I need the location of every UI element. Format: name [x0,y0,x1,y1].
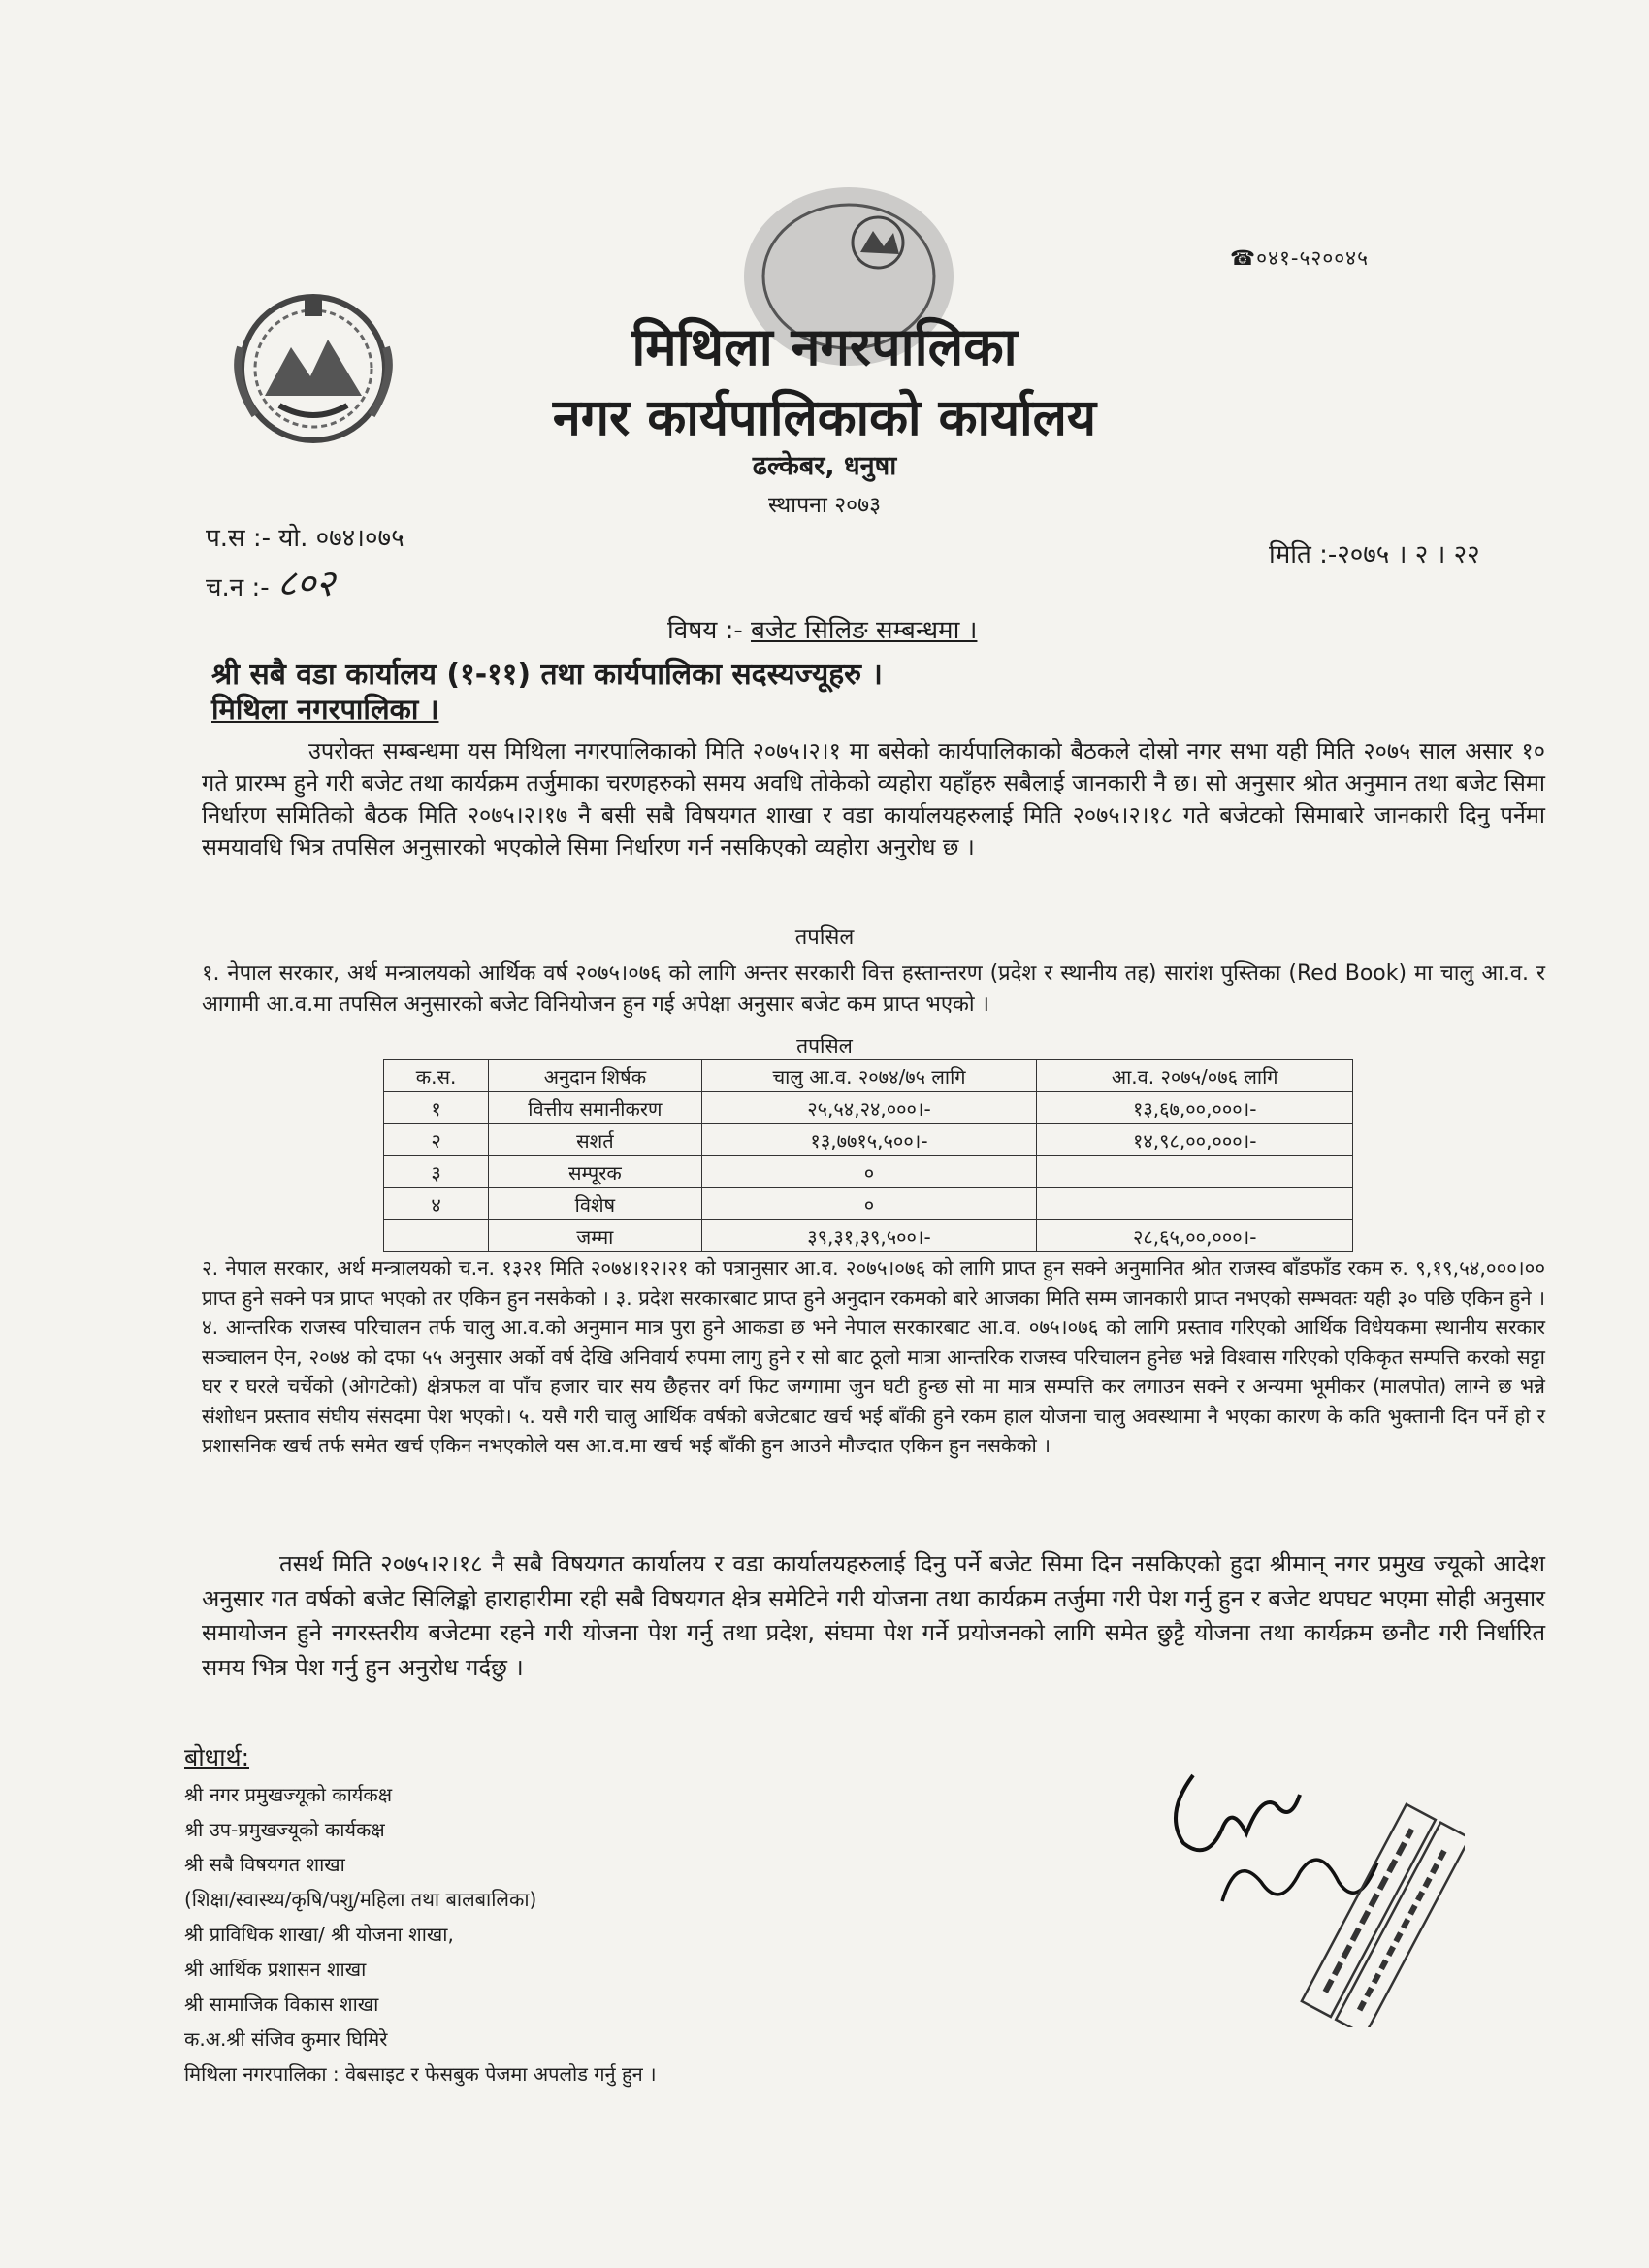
body-paragraph-1: उपरोक्त सम्बन्धमा यस मिथिला नगरपालिकाको मिति २०७५।२।१ मा बसेको कार्यपालिकाको बैठकले दोस्रो नगर सभा यही मिति २०७५ साल असार १० गते प्रारम्भ हुने गरी बजेट तथा कार्यक्रम तर्जुमाका चरणहरुको समय अवधि तोकेको व्यहोरा यहाँहरु सबैलाई जानकारी नै छ। सो अनुसार श्रोत अनुमान तथा बजेट सिमा निर्धारण समितिको बैठक मिति २०७५।२।१७ नै बसी सबै विषयगत शाखा र वडा कार्यालयहरुलाई मिति २०७५।२।१८ गते बजेटको सिमाबारे जानकारी दिनु पर्नेमा समयावधि भित्र तपसिल अनुसारको भएकोले सिमा निर्धारण गर्न नसकिएको व्यहोरा अनुरोध छ । [202,737,1545,860]
copy-to-item: श्री आर्थिक प्रशासन शाखा [184,1958,367,1981]
table-cell: वित्तीय समानीकरण [489,1092,701,1124]
dispatch-number [206,557,335,607]
table-cell [1037,1188,1353,1220]
letter-subject [667,611,977,646]
body-paragraph-4: तसर्थ मिति २०७५।२।१८ नै सबै विषयगत कार्यालय र वडा कार्यालयहरुलाई दिनु पर्ने बजेट सिमा दिन नसकिएको हुदा श्रीमान् नगर प्रमुख ज्यूको आदेश अनुसार गत वर्षको बजेट सिलिङ्को हाराहारीमा रही सबै विषयगत क्षेत्र समेटिने गरी योजना तथा कार्यक्रम तर्जुमा गरी पेश गर्नु हुन र बजेट थपघट भएमा सोही अनुसार समायोजन हुने नगरस्तरीय बजेटमा रहने गरी योजना पेश गर्नु तथा प्रदेश, संघमा पेश गर्ने प्रयोजनको लागि समेत छुट्टै योजना तथा कार्यक्रम छनौट गरी निर्धारित समय भित्र पेश गर्नु हुन अनुरोध गर्दछु । [202,1550,1545,1681]
table-cell [1037,1156,1353,1188]
office-phone-number: ☎०४१-५२००४५ [1230,246,1370,270]
table-cell: सशर्त [489,1124,701,1156]
dispatch-number-handwritten: ८०२ [276,562,336,604]
copy-to-item: श्री सामाजिक विकास शाखा [184,1993,379,2016]
table-row [384,1188,1353,1220]
table-cell: ३ [384,1156,489,1188]
body-paragraph-2: १. नेपाल सरकार, अर्थ मन्त्रालयको आर्थिक वर्ष २०७५।०७६ को लागि अन्तर सरकारी वित्त हस्तान्तरण (प्रदेश र स्थानीय तह) सारांश पुस्तिका (Red Book) मा चालु आ.व. र आगामी आ.व.मा तपसिल अनुसारको बजेट विनियोजन हुन गई अपेक्षा अनुसार बजेट कम प्राप्त भएको । [202,961,1545,1017]
column-header: क.स. [384,1060,489,1092]
subject-label: विषय :- [667,616,743,645]
office-name: नगर कार्यपालिकाको कार्यालय [552,389,1097,447]
table-cell: १३,७७१५,५००।- [701,1124,1037,1156]
table-row [384,1124,1353,1156]
table-cell: ३९,३१,३९,५००।- [701,1220,1037,1252]
table-total-row [384,1220,1353,1252]
table-row [384,1156,1353,1188]
subject-text: बजेट सिलिङ सम्बन्धमा । [750,616,978,645]
copy-to-item: क.अ.श्री संजिव कुमार घिमिरे [184,2027,388,2051]
organization-name: मिथिला नगरपालिका [631,316,1018,377]
body-paragraph-3: २. नेपाल सरकार, अर्थ मन्त्रालयको च.न. १३२१ मिति २०७४।१२।२१ को पत्रानुसार आ.व. २०७५।०७६ को लागि प्राप्त हुन सक्ने अनुमानित श्रोत राजस्व बाँडफाँड रकम रु. ९,१९,५४,०००।०० प्राप्त हुने सक्ने पत्र प्राप्त भएको तर एकिन हुन नसकेको । ३. प्रदेश सरकारबाट प्राप्त हुने अनुदान रकमको बारे आजका मिति सम्म जानकारी प्राप्त नभएको सम्भवतः यही ३० पछि एकिन हुने । ४. आन्तरिक राजस्व परिचालन तर्फ चालु आ.व.को अनुमान मात्र पुरा हुने आकडा छ भने नेपाल सरकारबाट आ.व. ०७५।०७६ को लागि प्रस्ताव गरिएको आर्थिक विधेयकमा स्थानीय सरकार सञ्चालन ऐन, २०७४ को दफा ५५ अनुसार अर्को वर्ष देखि अनिवार्य रुपमा लागु हुने र सो बाट ठूलो मात्रा आन्तरिक राजस्व परिचालन हुनेछ भन्ने विश्वास गरिएको एकिकृत सम्पत्ति करको सट्टा घर र घरले चर्चेको (ओगटेको) क्षेत्रफल वा पाँच हजार चार सय छैहत्तर वर्ग फिट जग्गामा जुन घटी हुन्छ सो मा मात्र सम्पत्ति कर लगाउन सक्ने र अन्यमा भूमीकर (मालपोत) लाग्ने छ भन्ने संशोधन प्रस्ताव संघीय संसदमा पेश भएको। ५. यसै गरी चालु आर्थिक वर्षको बजेटबाट खर्च भई बाँकी हुने रकम हाल योजना चालु अवस्थामा नै भएका कारण के कति भुक्तानी दिन पर्ने हो र प्रशासनिक खर्च तर्फ समेत खर्च एकिन नभएकोले यस आ.व.मा खर्च भई बाँकी हुन आउने मौज्दात एकिन हुन नसकेको । [202,1256,1545,1457]
table-cell: सम्पूरक [489,1156,701,1188]
table-cell: विशेष [489,1188,701,1220]
table-cell: ० [701,1156,1037,1188]
table-cell: १४,९८,००,०००।- [1037,1124,1353,1156]
copy-to-heading: बोधार्थ: [184,1743,249,1771]
established-year: स्थापना २०७३ [767,493,882,518]
addressee-organization: मिथिला नगरपालिका । [211,693,439,726]
copy-to-item: श्री उप-प्रमुखज्यूको कार्यकक्ष [184,1818,385,1841]
addressee-line: श्री सबै वडा कार्यालय (१-११) तथा कार्यपालिका सदस्यज्यूहरु । [211,658,883,692]
letter-reference-number: प.स :- यो. ०७४।०७५ [206,524,404,553]
copy-to-item: श्री नगर प्रमुखज्यूको कार्यकक्ष [184,1783,393,1806]
column-header: चालु आ.व. २०७४/७५ लागि [701,1060,1037,1092]
column-header: अनुदान शिर्षक [489,1060,701,1092]
copy-to-item: श्री प्राविधिक शाखा/ श्री योजना शाखा, [184,1923,454,1946]
table-cell: १३,६७,००,०००।- [1037,1092,1353,1124]
table-cell: २५,५४,२४,०००।- [701,1092,1037,1124]
table-cell: ० [701,1188,1037,1220]
copy-to-item: श्री सबै विषयगत शाखा [184,1853,345,1876]
table-row [384,1092,1353,1124]
officer-signature-stamp [1154,1736,1465,2027]
grant-budget-table [383,1059,1353,1252]
copy-to-item: (शिक्षा/स्वास्थ्य/कृषि/पशु/महिला तथा बालबालिका) [184,1888,537,1911]
table-heading: तपसिल [796,1034,853,1057]
table-cell: जम्मा [489,1220,701,1252]
office-address: ढल्केबर, धनुषा [752,451,897,481]
table-cell: २ [384,1124,489,1156]
column-header: आ.व. २०७५/०७६ लागि [1037,1060,1353,1092]
table-cell [384,1220,489,1252]
table-cell: २८,६५,००,०००।- [1037,1220,1353,1252]
tapasil-heading: तपसिल [794,925,855,950]
dispatch-label: च.न :- [206,573,270,602]
letter-date: मिति :-२०७५ । २ । २२ [1269,540,1480,569]
table-cell: १ [384,1092,489,1124]
table-header-row [384,1060,1353,1092]
copy-to-item: मिथिला नगरपालिका : वेबसाइट र फेसबुक पेजमा अपलोड गर्नु हुन । [184,2062,657,2086]
table-cell: ४ [384,1188,489,1220]
